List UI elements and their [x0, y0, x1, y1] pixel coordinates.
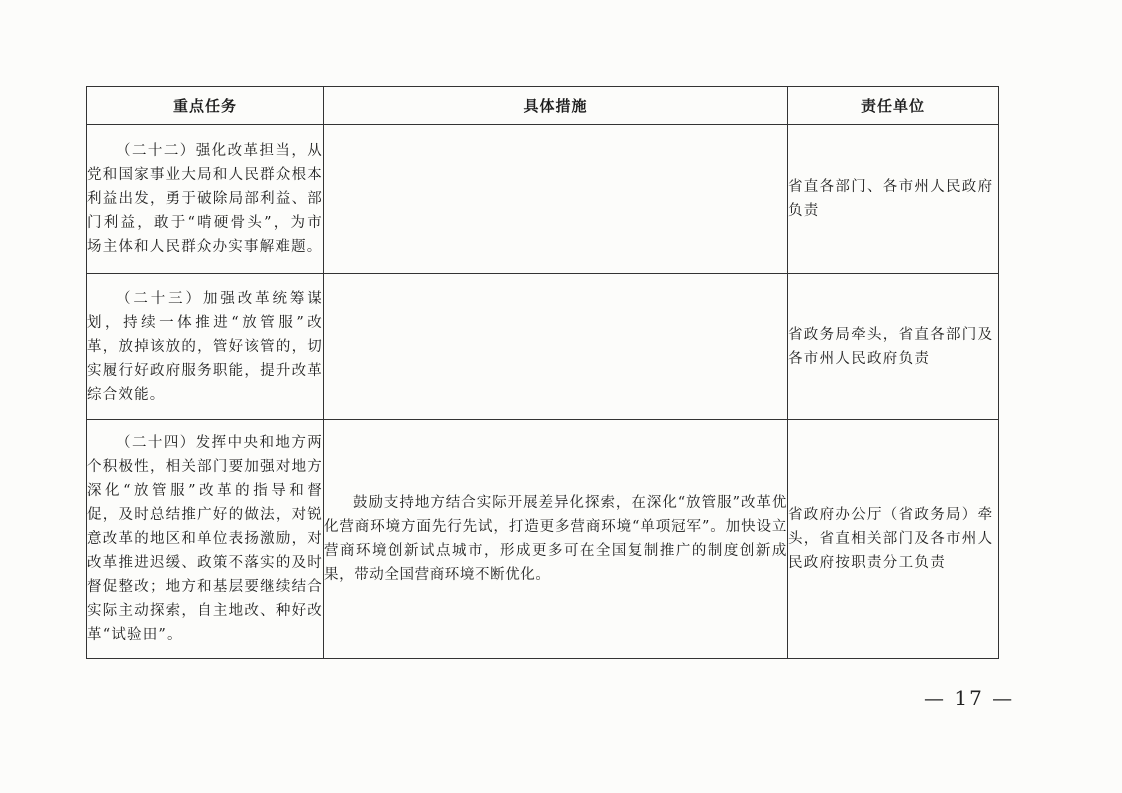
header-measures: 具体措施	[324, 87, 788, 125]
task-cell: （二十三）加强改革统筹谋划，持续一体推进“放管服”改革，放掉该放的，管好该管的，切实履行好政府服务职能，提升改革综合效能。	[87, 274, 324, 420]
measure-cell: 鼓励支持地方结合实际开展差异化探索，在深化“放管服”改革优化营商环境方面先行先试，打造更多营商环境“单项冠军”。加快设立营商环境创新试点城市，形成更多可在全国复制推广的制度创新成果，带动全国营商环境不断优化。	[324, 420, 788, 659]
table-row	[87, 274, 999, 420]
header-key-task: 重点任务	[87, 87, 324, 125]
measure-cell	[324, 125, 788, 274]
task-cell: （二十二）强化改革担当，从党和国家事业大局和人民群众根本利益出发，勇于破除局部利益、部门利益，敢于“啃硬骨头”，为市场主体和人民群众办实事解难题。	[87, 125, 324, 274]
table-row	[87, 420, 999, 659]
responsible-cell: 省直各部门、各市州人民政府负责	[788, 125, 999, 274]
responsible-cell: 省政府办公厅（省政务局）牵头，省直相关部门及各市州人民政府按职责分工负责	[788, 420, 999, 659]
responsible-cell: 省政务局牵头，省直各部门及各市州人民政府负责	[788, 274, 999, 420]
task-cell: （二十四）发挥中央和地方两个积极性，相关部门要加强对地方深化“放管服”改革的指导和督促，及时总结推广好的做法，对锐意改革的地区和单位表扬激励，对改革推进迟缓、政策不落实的及时督促整改；地方和基层要继续结合实际主动探索，自主地改、种好改革“试验田”。	[87, 420, 324, 659]
page-number: — 17 —	[924, 686, 1015, 710]
measure-cell	[324, 274, 788, 420]
table-header-row	[87, 87, 999, 125]
header-responsible-unit: 责任单位	[788, 87, 999, 125]
task-table	[86, 86, 999, 659]
table-row	[87, 125, 999, 274]
